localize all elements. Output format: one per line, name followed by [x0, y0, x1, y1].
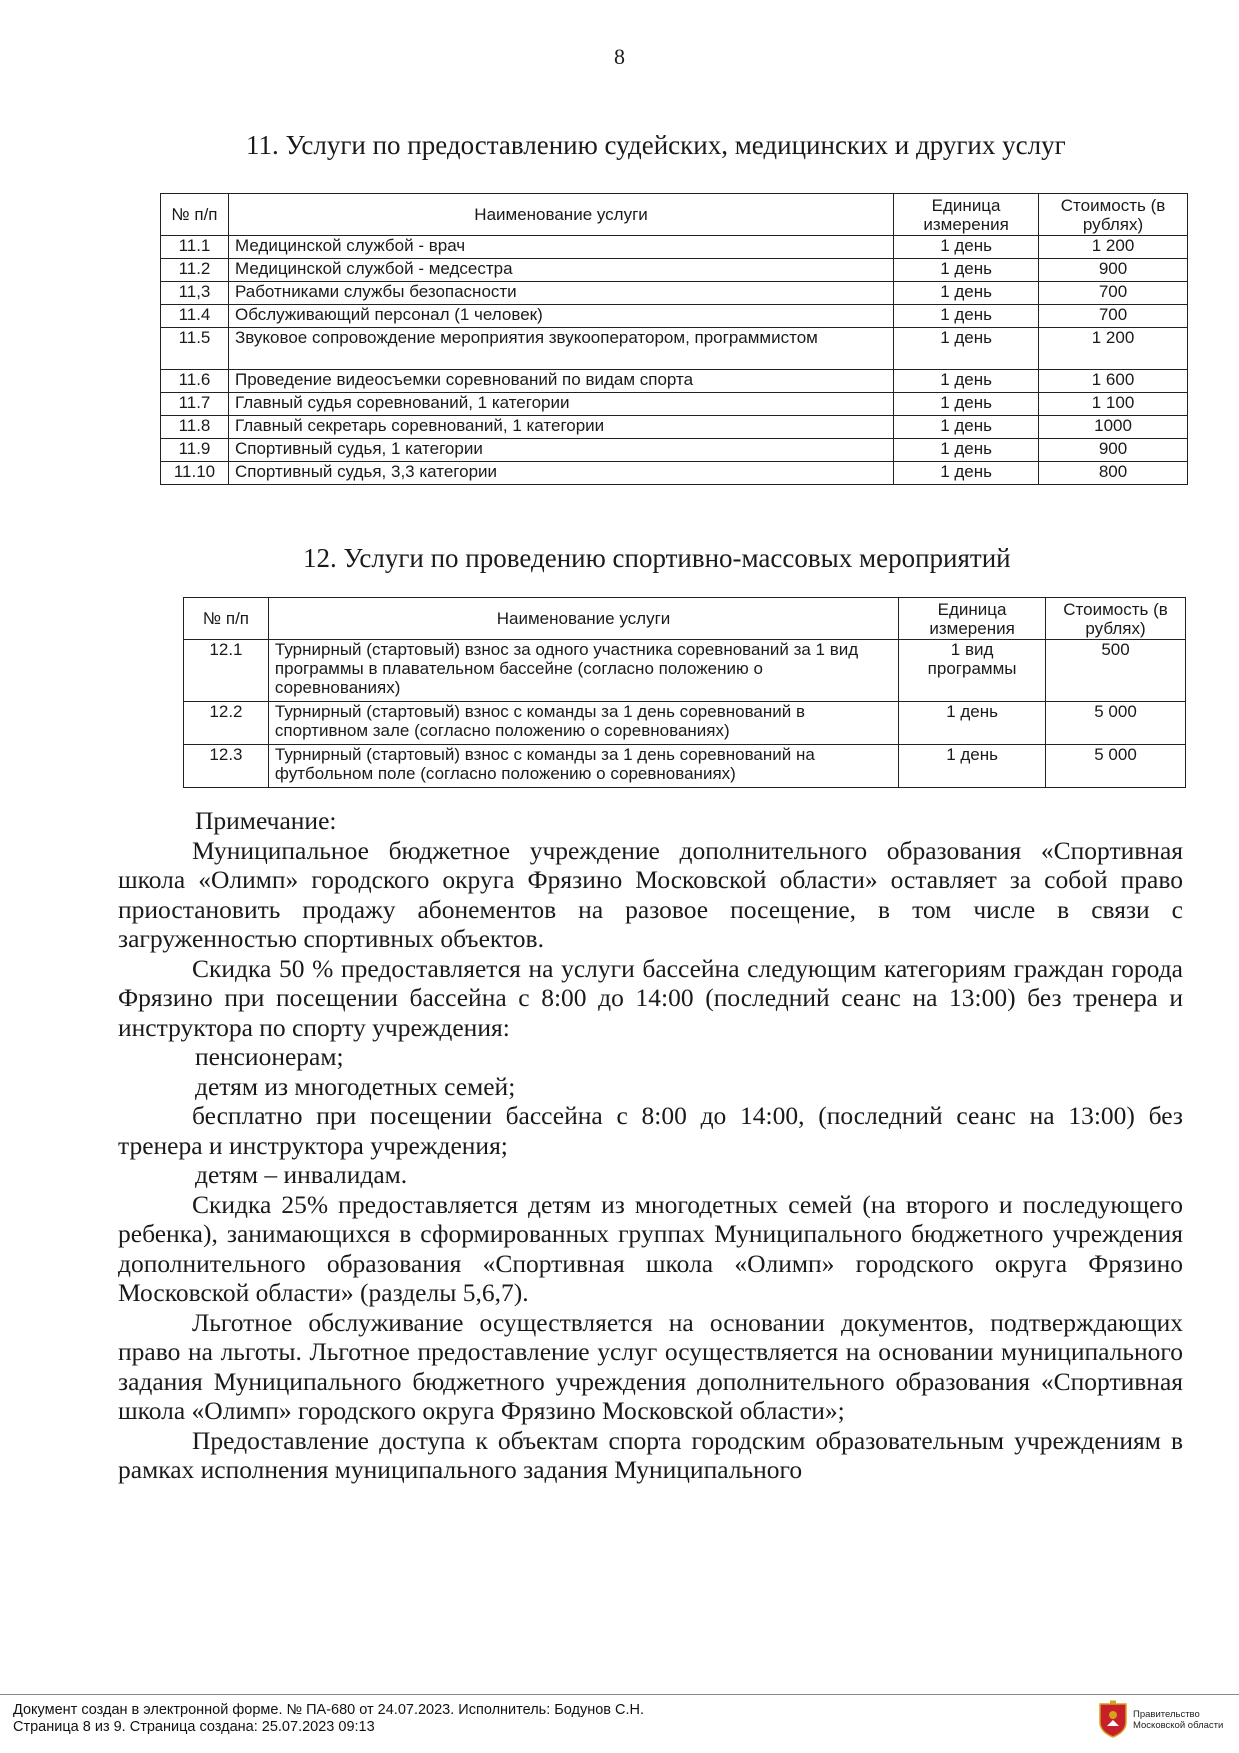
row-num: 11.2 — [161, 259, 229, 282]
row-price: 1 600 — [1039, 370, 1188, 393]
services-table-11 — [160, 193, 1188, 485]
row-name: Турнирный (стартовый) взнос с команды за 1 день соревнований на футбольном поле (согласно положению о соревнованиях) — [268, 745, 898, 788]
moscow-region-emblem-icon — [1098, 1700, 1128, 1738]
table-row — [161, 305, 1188, 328]
gov-logo-line-2: Московской области — [1133, 1720, 1224, 1731]
table-row — [161, 462, 1188, 485]
table-row — [161, 259, 1188, 282]
table-row — [184, 702, 1186, 745]
row-price: 1 100 — [1039, 393, 1188, 416]
row-name: Главный секретарь соревнований, 1 категории — [228, 416, 893, 439]
row-unit: 1 день — [894, 439, 1039, 462]
row-price: 500 — [1046, 640, 1186, 702]
note-list-item: детям – инвалидам. — [195, 1160, 408, 1189]
header-price: Стоимость (в рублях) — [1046, 598, 1186, 640]
header-unit: Единица измерения — [899, 598, 1046, 640]
table-row — [161, 282, 1188, 305]
row-unit: 1 день — [894, 236, 1039, 259]
row-unit: 1 день — [894, 259, 1039, 282]
table-row — [184, 640, 1186, 702]
row-num: 12.3 — [184, 745, 269, 788]
row-name: Спортивный судья, 1 категории — [228, 439, 893, 462]
row-name: Медицинской службой - врач — [228, 236, 893, 259]
row-num: 11.9 — [161, 439, 229, 462]
note-paragraph: Льготное обслуживание осуществляется на основании документов, подтверждающих право на льготы. Льготное предоставление услуг осуществляется на основании муниципального задания Муниципального бюджетного учреждения дополнительного образования «Спортивная школа «Олимп» городского округа Фрязино Московской области»; — [118, 1307, 1183, 1425]
row-name: Медицинской службой - медсестра — [228, 259, 893, 282]
row-num: 12.2 — [184, 702, 269, 745]
row-price: 1 200 — [1039, 328, 1188, 370]
section-title-11: 11. Услуги по предоставлению судейских, медицинских и других услуг — [246, 130, 1066, 160]
row-unit: 1 день — [894, 370, 1039, 393]
row-name: Турнирный (стартовый) взнос с команды за 1 день соревнований в спортивном зале (согласно положению о соревнованиях) — [268, 702, 898, 745]
row-name: Обслуживающий персонал (1 человек) — [228, 305, 893, 328]
row-unit: 1 день — [894, 416, 1039, 439]
table-row — [161, 236, 1188, 259]
header-unit: Единица измерения — [894, 194, 1039, 236]
row-unit: 1 день — [899, 702, 1046, 745]
note-list-item: пенсионерам; — [195, 1042, 344, 1071]
row-price: 900 — [1039, 259, 1188, 282]
row-price: 5 000 — [1046, 745, 1186, 788]
row-price: 5 000 — [1046, 702, 1186, 745]
note-list-item: детям из многодетных семей; — [195, 1071, 516, 1101]
gov-logo-line-1: Правительство — [1133, 1709, 1200, 1720]
row-num: 11.4 — [161, 305, 229, 328]
row-unit: 1 день — [894, 305, 1039, 328]
footer-text — [13, 1702, 644, 1736]
row-num: 11.6 — [161, 370, 229, 393]
row-name: Звуковое сопровождение мероприятия звукооператором, программистом — [228, 328, 893, 370]
table-row — [161, 393, 1188, 416]
header-num: № п/п — [161, 194, 229, 236]
row-unit: 1 день — [899, 745, 1046, 788]
row-price: 800 — [1039, 462, 1188, 485]
section-title-12: 12. Услуги по проведению спортивно-массовых мероприятий — [303, 543, 1011, 573]
row-unit: 1 вид программы — [899, 640, 1046, 702]
row-unit: 1 день — [894, 328, 1039, 370]
row-unit: 1 день — [894, 393, 1039, 416]
table-12-body — [184, 640, 1186, 788]
row-num: 12.1 — [184, 640, 269, 702]
services-table-12 — [183, 597, 1186, 788]
row-name: Работниками службы безопасности — [228, 282, 893, 305]
table-row — [161, 370, 1188, 393]
note-paragraph: Предоставление доступа к объектам спорта городским образовательным учреждениям в рамках исполнения муниципального задания Муниципального — [118, 1425, 1183, 1484]
row-name: Проведение видеосъемки соревнований по видам спорта — [228, 370, 893, 393]
row-num: 11.8 — [161, 416, 229, 439]
row-name: Турнирный (стартовый) взнос за одного участника соревнований за 1 вид программы в плавательном бассейне (согласно положению о соревнованиях) — [268, 640, 898, 702]
note-label: Примечание: — [195, 806, 337, 835]
note-paragraph: Скидка 25% предоставляется детям из многодетных семей (на второго и последующего ребенка), занимающихся в сформированных группах Муниципального бюджетного учреждения дополнительного образования «Спортивная школа «Олимп» городского округа Фрязино Московской области» (разделы 5,6,7). — [118, 1189, 1183, 1307]
footer-line-1: Документ создан в электронной форме. № ПА-680 от 24.07.2023. Исполнитель: Бодунов С.Н. — [13, 1702, 645, 1718]
header-name: Наименование услуги — [228, 194, 893, 236]
gov-logo-text — [1133, 1709, 1223, 1731]
page-number: 8 — [614, 44, 625, 69]
note-block — [118, 806, 1183, 1485]
header-name: Наименование услуги — [268, 598, 898, 640]
row-price: 700 — [1039, 305, 1188, 328]
row-price: 700 — [1039, 282, 1188, 305]
footer-line-2: Страница 8 из 9. Страница создана: 25.07.2023 09:13 — [13, 1719, 375, 1735]
row-num: 11.7 — [161, 393, 229, 416]
table-row — [184, 745, 1186, 788]
table-row — [161, 416, 1188, 439]
footer-divider — [0, 1694, 1239, 1695]
row-name: Главный судья соревнований, 1 категории — [228, 393, 893, 416]
row-num: 11.10 — [161, 462, 229, 485]
row-num: 11,3 — [161, 282, 229, 305]
table-row — [161, 439, 1188, 462]
note-paragraph: Скидка 50 % предоставляется на услуги бассейна следующим категориям граждан города Фрязино при посещении бассейна с 8:00 до 14:00 (последний сеанс на 13:00) без тренера и инструктора по спорту учреждения: — [118, 953, 1183, 1042]
header-price: Стоимость (в рублях) — [1039, 194, 1188, 236]
row-unit: 1 день — [894, 282, 1039, 305]
row-num: 11.5 — [161, 328, 229, 370]
note-list-item: бесплатно при посещении бассейна с 8:00 до 14:00, (последний сеанс на 13:00) без тренера и инструктора учреждения; — [118, 1101, 1183, 1160]
row-num: 11.1 — [161, 236, 229, 259]
table-11-body — [161, 236, 1188, 485]
note-paragraph: Муниципальное бюджетное учреждение дополнительного образования «Спортивная школа «Олимп» городского округа Фрязино Московской области» оставляет за собой право приостановить продажу абонементов на разовое посещение, в том числе в связи с загруженностью спортивных объектов. — [118, 835, 1183, 953]
table-row — [161, 328, 1188, 370]
row-name: Спортивный судья, 3,3 категории — [228, 462, 893, 485]
row-unit: 1 день — [894, 462, 1039, 485]
row-price: 1000 — [1039, 416, 1188, 439]
header-num: № п/п — [184, 598, 269, 640]
row-price: 1 200 — [1039, 236, 1188, 259]
row-price: 900 — [1039, 439, 1188, 462]
